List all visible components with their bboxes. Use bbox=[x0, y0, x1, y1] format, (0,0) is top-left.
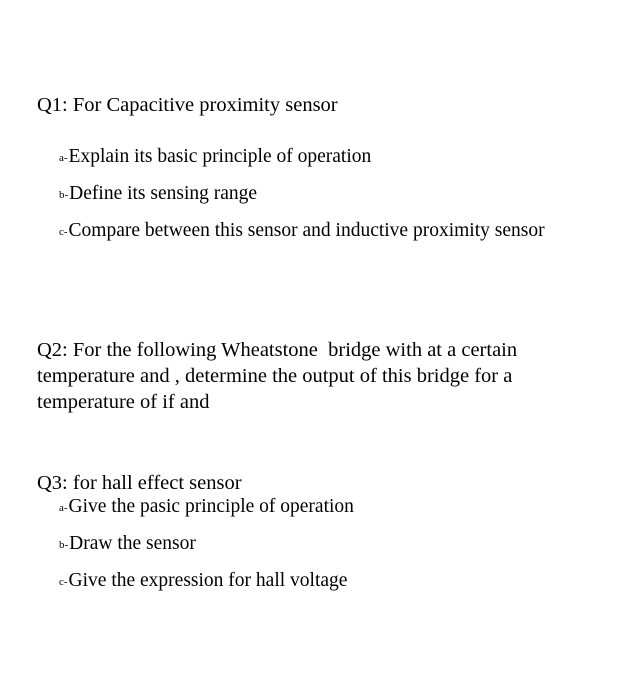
q3-item-a-text: Give the pasic principle of operation bbox=[68, 496, 354, 517]
q2-line-3: temperature of if and bbox=[37, 391, 210, 413]
q1-item-b bbox=[59, 182, 257, 207]
q3-title: Q3: for hall effect sensor bbox=[37, 472, 242, 494]
q3-item-b bbox=[59, 532, 196, 557]
q3-item-b-text: Draw the sensor bbox=[69, 533, 196, 554]
q3-item-c bbox=[59, 569, 347, 594]
q1-item-b-text: Define its sensing range bbox=[69, 183, 258, 204]
q2-paragraph bbox=[37, 337, 617, 415]
q1-item-b-marker: b- bbox=[59, 189, 69, 201]
q1-item-a-text: Explain its basic principle of operation bbox=[68, 146, 372, 167]
q1-item-c-text: Compare between this sensor and inductive proximity sensor bbox=[68, 220, 545, 241]
q1-item-c-marker: c- bbox=[59, 226, 68, 238]
q2-line-2: temperature and , determine the output of this bridge for a bbox=[37, 365, 513, 387]
q1-title: Q1: For Capacitive proximity sensor bbox=[37, 94, 338, 116]
q3-item-b-marker: b- bbox=[59, 539, 69, 551]
q1-item-a bbox=[59, 145, 371, 170]
q1-item-a-marker: a- bbox=[59, 152, 68, 164]
q3-item-c-marker: c- bbox=[59, 576, 68, 588]
q2-line-1: Q2: For the following Wheatstone bridge with at a certain bbox=[37, 339, 518, 361]
q1-item-c bbox=[59, 219, 545, 244]
q3-item-a-marker: a- bbox=[59, 502, 68, 514]
q3-item-a bbox=[59, 495, 354, 520]
q3-item-c-text: Give the expression for hall voltage bbox=[68, 570, 348, 591]
